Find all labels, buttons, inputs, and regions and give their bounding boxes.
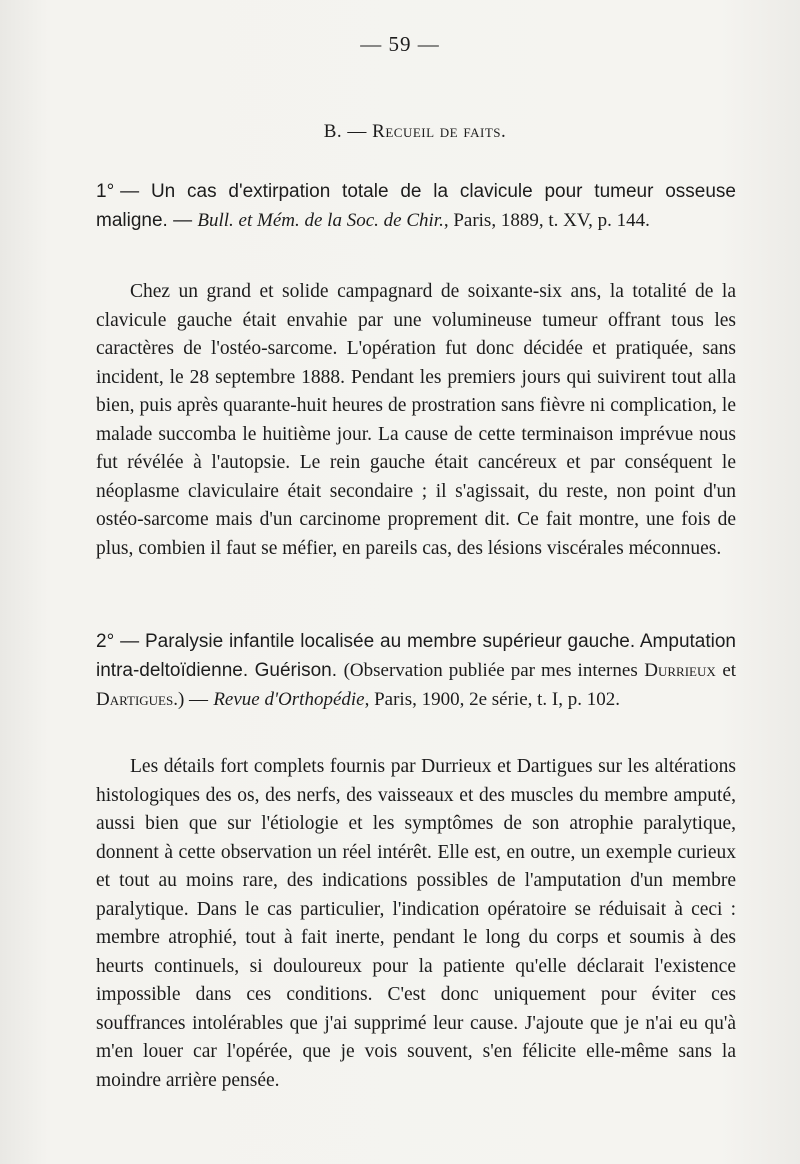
entry-2-conjunction: et [722,660,737,681]
entry-2-title [96,627,736,714]
entry-2-reference-journal: Revue d'Orthopédie [213,689,365,710]
entry-2-title-text: — Paralysie infantile localisée au membre supérieur gauche. Amputation intra-deltoïdienne. Guérison. [96,631,736,681]
entry-2-author-2: Dartigues [96,689,174,710]
page-number: — 59 — [360,32,440,56]
section-heading [0,121,800,143]
section-title: Recueil de faits. [372,121,507,142]
entry-2-author-1: Durrieux [644,660,716,681]
entry-2-body [96,753,736,1095]
section-dash: — [347,121,367,142]
entry-2-paragraph: Les détails fort complets fournis par Durrieux et Dartigues sur les altérations histologiques des os, des nerfs, des vaisseaux et des muscles du membre amputé, aussi bien que sur l'étiologie et les symptômes de son atrophie paralytique, donnent à cette observation un réel intérêt. Elle est, en outre, un exemple curieux et tout au moins rare, des indications possibles de l'amputation d'un membre paralytique. Dans le cas particulier, l'indication opératoire se réduisait à ceci : membre atrophié, tout à fait inerte, pendant le long du corps et soumis à des heurts continuels, si douloureux pour la patiente qu'elle déclarait l'existence impossible dans ces conditions. C'est donc uniquement pour éviter ces souffrances intolérables que j'ai supprimé leur cause. J'ajoute que je n'ai eu qu'à m'en louer car l'opérée, que je vois souvent, s'en félicite elle-même sans la moindre arrière pensée. [96,756,736,1091]
entry-1-paragraph: Chez un grand et solide campagnard de soixante-six ans, la totalité de la clavicule gauche était envahie par une volumineuse tumeur offrant tous les caractères de l'ostéo-sarcome. L'opération fut donc décidée et pratiquée, sans incident, le 28 septembre 1888. Pendant les premiers jours qui suivirent tout alla bien, puis après quarante-huit heures de prostration sans fièvre ni complication, le malade succomba le huitième jour. La cause de cette terminaison imprévue nous fut révélée à l'autopsie. Le rein gauche était cancéreux et par conséquent le néoplasme claviculaire était secondaire ; il s'agissait, du reste, non point d'un ostéo-sarcome mais d'un carcinome proprement dit. Ce fait montre, une fois de plus, combien il faut se méfier, en pareils cas, des lésions viscérales méconnues. [96,281,736,559]
entry-2-number: 2° [96,631,115,652]
entry-1-number: 1° [96,181,115,202]
entry-2-reference-details: , Paris, 1900, 2e série, t. I, p. 102. [364,689,620,710]
entry-2-observation-suffix: .) — [173,689,209,710]
entry-1-reference-details: , Paris, 1889, t. XV, p. 144. [443,210,650,231]
section-letter: B. [323,121,343,142]
entry-1-title [96,177,736,235]
entry-1-title-text: — Un cas d'extirpation totale de la clavicule pour tumeur osseuse maligne. — [96,181,736,231]
entry-2-observation-prefix: (Observation publiée par mes internes [343,660,638,681]
entry-1-body [96,278,736,563]
entry-1-reference-journal: Bull. et Mém. de la Soc. de Chir. [197,210,444,231]
